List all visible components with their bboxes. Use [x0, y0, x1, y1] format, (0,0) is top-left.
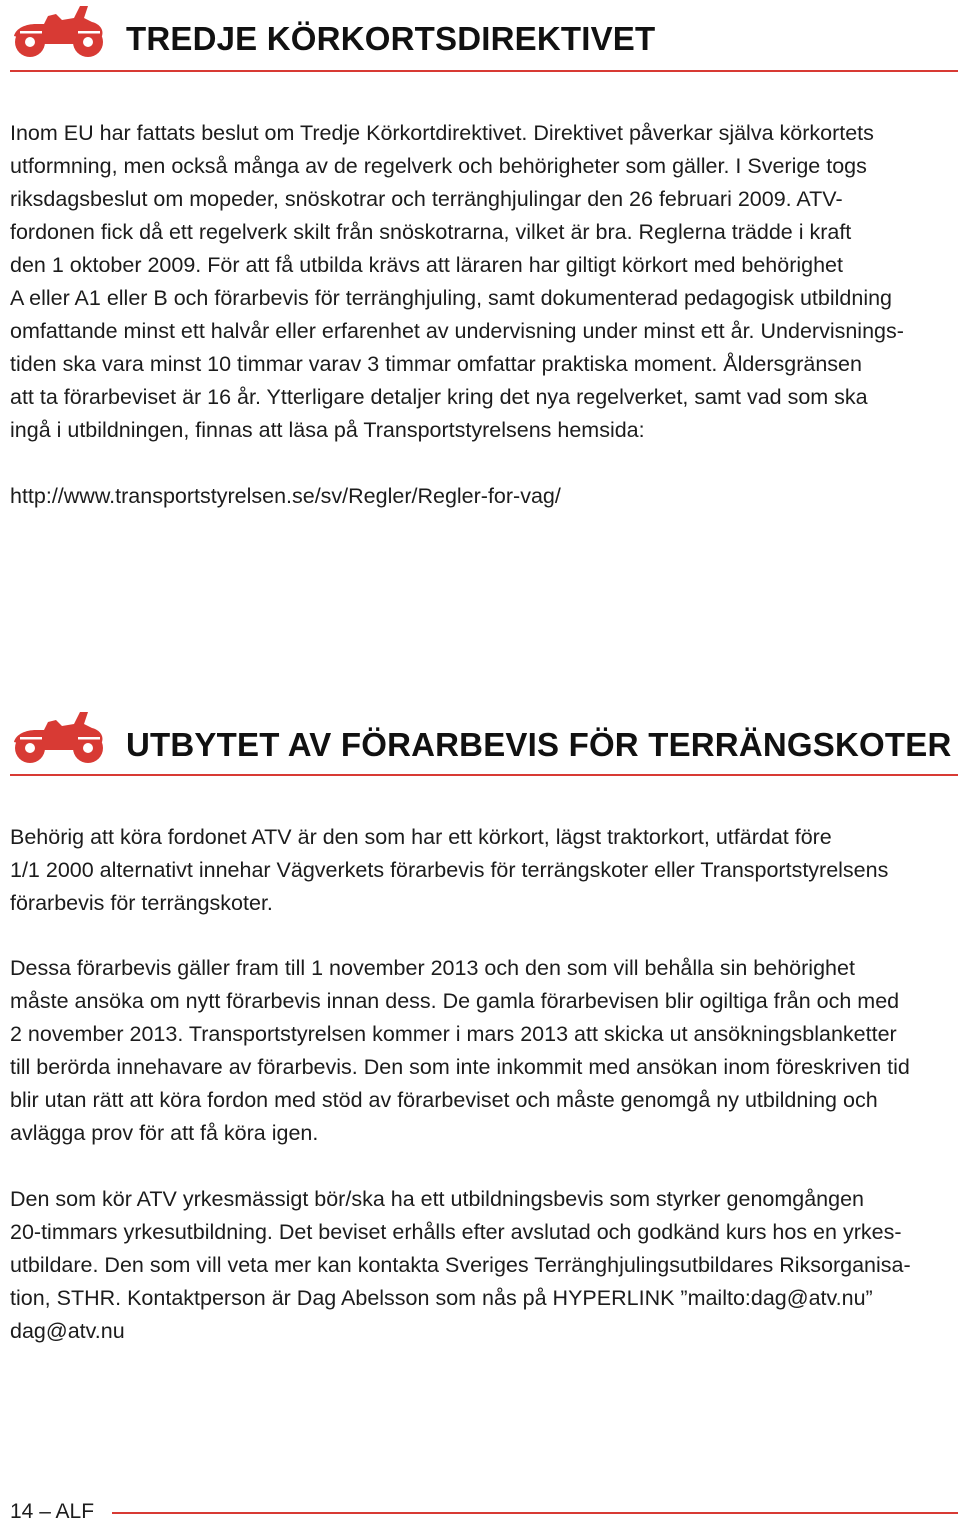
section-divider — [10, 774, 958, 776]
atv-icon — [8, 706, 108, 770]
section-title: UTBYTET AV FÖRARBEVIS FÖR TERRÄNGSKOTER — [126, 726, 952, 763]
section-header-1 — [0, 0, 960, 80]
atv-icon — [8, 0, 108, 64]
page-number: 14 – ALF — [10, 1500, 95, 1523]
body-paragraph: Den som kör ATV yrkesmässigt bör/ska ha ett utbildningsbevis som styrker genomgången 20-timmars yrkesutbildning. Det beviset erhålls efter avslutad och godkänd kurs hos en yrkes- utbildare. Den som vill veta mer kan kontakta Sveriges Terränghjulingsutbildares Riksorganisa- tion, STHR. Kontaktperson är Dag Abelsson som nås på HYPERLINK ”mailto:dag@atv.nu” dag@atv.nu — [10, 1187, 911, 1343]
section-title: TREDJE KÖRKORTSDIREKTIVET — [126, 20, 656, 57]
body-paragraph: Dessa förarbevis gäller fram till 1 november 2013 och den som vill behålla sin behörighet måste ansöka om nytt förarbevis innan dess. De gamla förarbevisen blir ogiltiga från och med 2 november 2013. Transportstyrelsen kommer i mars 2013 att skicka ut ansökningsblanketter till berörda innehavare av förarbevis. Den som inte inkommit med ansökan inom föreskriven tid blir utan rätt att köra fordon med stöd av förarbeviset och måste genomgå ny utbildning och avlägga prov för att få köra igen. — [10, 956, 910, 1145]
body-paragraph: Inom EU har fattats beslut om Tredje Körkortdirektivet. Direktivet påverkar själva körkortets utformning, men också många av de regelverk och behörigheter som gäller. I Sverige togs riksdagsbeslut om mopeder, snöskotrar och terränghjulingar den 26 februari 2009. ATV- fordonen fick då ett regelverk skilt från snöskotrarna, vilket är bra. Reglerna trädde i kraft den 1 oktober 2009. För att få utbilda krävs att läraren har giltigt körkort med behörighet A eller A1 eller B och förarbevis för terränghjuling, samt dokumenterad pedagogisk utbildning omfattande minst ett halvår eller erfarenhet av undervisning under minst ett år. Undervisnings- tiden ska vara minst 10 timmar varav 3 timmar omfattar praktiska moment. Åldersgränsen att ta förarbeviset är 16 år. Ytterligare detaljer kring det nya regelverket, samt vad som ska ingå i utbildningen, finnas att läsa på Transportstyrelsens hemsida: — [10, 121, 904, 442]
section-divider — [10, 70, 958, 72]
url-link[interactable]: http://www.transportstyrelsen.se/sv/Regler/Regler-for-vag/ — [10, 484, 561, 508]
section-header-2 — [0, 706, 960, 786]
footer-divider — [112, 1512, 958, 1514]
body-paragraph: Behörig att köra fordonet ATV är den som har ett körkort, lägst traktorkort, utfärdat före 1/1 2000 alternativt innehar Vägverkets förarbevis för terrängskoter eller Transportstyrelsens förarbevis för terrängskoter. — [10, 825, 889, 915]
page-footer — [0, 1496, 960, 1526]
